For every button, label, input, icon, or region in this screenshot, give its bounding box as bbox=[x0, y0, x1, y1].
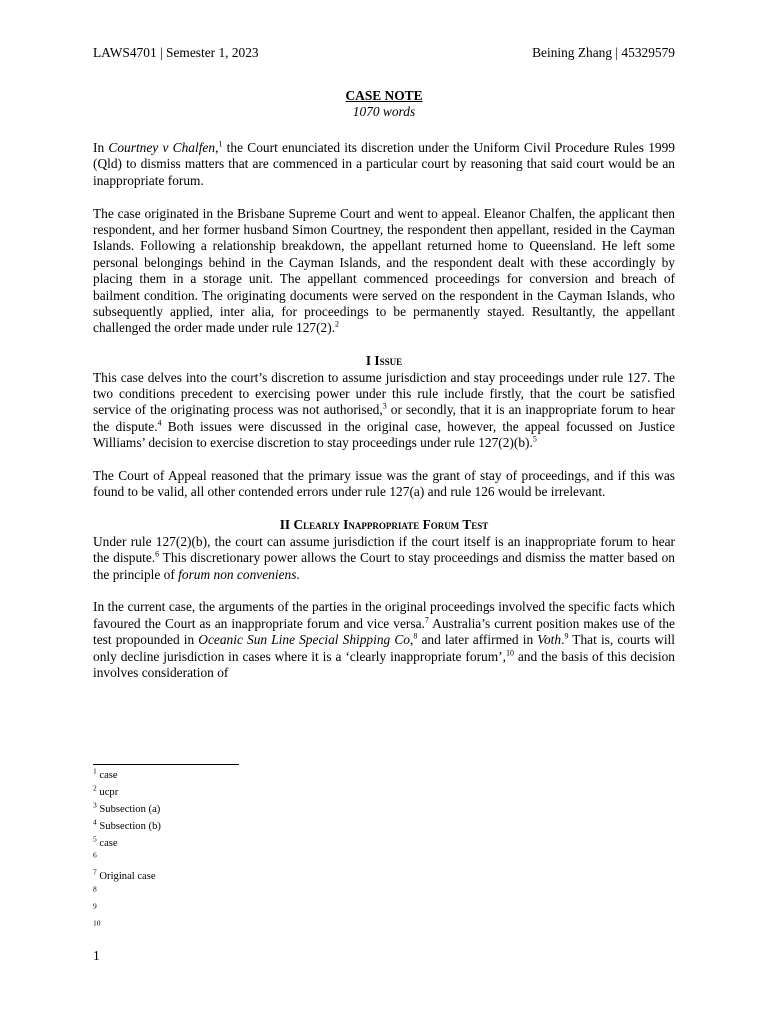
text-run: Australia’s current position makes use of the test propounded in bbox=[93, 615, 676, 648]
footnote-separator bbox=[93, 764, 239, 765]
footnote-ref[interactable]: 5 bbox=[532, 434, 537, 444]
text-run: This discretionary power allows the Court to stay proceedings and dismiss the matter based on the principle of bbox=[93, 550, 675, 582]
page-number: 1 bbox=[93, 948, 100, 963]
text-run: or secondly, that it is an inappropriate forum to hear the dispute. bbox=[93, 402, 675, 434]
text-run: and later affirmed in bbox=[417, 632, 538, 648]
heading-text: Clearly Inappropriate Forum Test bbox=[293, 517, 489, 533]
section-heading-issue bbox=[93, 353, 675, 369]
footnote-text: case bbox=[99, 837, 118, 849]
footnote-item bbox=[93, 785, 393, 802]
text-run: and the basis of this decision involves consideration of bbox=[93, 648, 675, 680]
header-course-info: LAWS4701 | Semester 1, 2023 bbox=[93, 45, 259, 60]
footnote-number: 10 bbox=[93, 918, 101, 928]
heading-text: Issue bbox=[374, 353, 403, 369]
footnote-item bbox=[93, 768, 393, 785]
text-run: the Court enunciated its discretion under the Uniform Civil Procedure Rules 1999 (Qld) to dismiss matters that are commenced in a particular court by reasoning that said court would be an inappropriate forum. bbox=[93, 140, 675, 188]
footnote-number: 8 bbox=[93, 884, 97, 894]
footnote-number: 9 bbox=[93, 901, 97, 911]
footnote-item bbox=[93, 886, 393, 903]
latin-term: forum non conveniens bbox=[178, 566, 297, 582]
case-name: Oceanic Sun Line Special Shipping Co bbox=[198, 632, 410, 648]
text-run: That is, courts will only decline jurisdiction in cases where it is a ‘clearly inappropriate forum’, bbox=[93, 632, 675, 664]
footnote-text: Subsection (b) bbox=[99, 820, 161, 832]
footnote-number: 4 bbox=[93, 817, 97, 827]
footnote-number: 5 bbox=[93, 834, 97, 844]
footnote-number: 3 bbox=[93, 800, 97, 810]
document-body bbox=[93, 140, 675, 681]
heading-number: II bbox=[279, 517, 294, 533]
footnote-item bbox=[93, 920, 393, 937]
footnote-ref[interactable]: 10 bbox=[505, 648, 514, 658]
case-name: Voth bbox=[537, 632, 562, 648]
paragraph-rule-127 bbox=[93, 534, 675, 583]
text-run: . bbox=[561, 632, 565, 648]
word-count: 1070 words bbox=[352, 104, 416, 119]
footnote-item bbox=[93, 836, 393, 853]
title-block bbox=[93, 88, 675, 120]
footnote-item bbox=[93, 819, 393, 836]
text-run: . bbox=[296, 566, 300, 582]
footnote-ref[interactable]: 1 bbox=[218, 139, 223, 149]
footnote-text: Subsection (a) bbox=[99, 803, 161, 815]
footnote-number: 1 bbox=[93, 766, 97, 776]
footnote-number: 6 bbox=[93, 850, 97, 860]
footnote-item bbox=[93, 903, 393, 920]
section-heading-forum-test bbox=[93, 517, 675, 533]
header-author-info: Beining Zhang | 45329579 bbox=[532, 45, 675, 60]
document-title: CASE NOTE bbox=[345, 88, 423, 103]
paragraph-issue bbox=[93, 370, 675, 452]
footnote-ref[interactable]: 9 bbox=[564, 631, 569, 641]
text-run: Under rule 127(2)(b), the court can assume jurisdiction if the court itself is an inappropriate forum to hear the dispute. bbox=[93, 533, 675, 566]
footnote-item bbox=[93, 869, 393, 886]
footnote-ref[interactable]: 8 bbox=[413, 631, 418, 641]
footnote-ref[interactable]: 3 bbox=[382, 402, 387, 411]
text-run: , bbox=[409, 632, 414, 648]
footnote-ref[interactable]: 6 bbox=[155, 549, 160, 559]
page-header bbox=[93, 44, 675, 62]
footnote-text: Original case bbox=[99, 871, 156, 883]
paragraph-background bbox=[93, 206, 675, 337]
footnote-number: 2 bbox=[93, 783, 97, 793]
paragraph-court-of-appeal bbox=[93, 468, 675, 501]
footnote-item bbox=[93, 802, 393, 819]
heading-number: I bbox=[365, 353, 375, 369]
footnote-text: case bbox=[99, 770, 118, 781]
footnote-text: ucpr bbox=[99, 786, 119, 798]
footnote-ref[interactable]: 7 bbox=[424, 615, 429, 625]
footnote-ref[interactable]: 2 bbox=[335, 319, 340, 329]
paragraph-intro: In Courtney v Chalfen,$^1$ the Court enunciated its discretion under the Uniform Civil Procedure Rules 1999 (Qld) to dismiss matters that are commenced in a particular court by reasoning that said court would be an inappropriate forum. bbox=[93, 139, 675, 188]
footnote-item bbox=[93, 852, 393, 869]
text-run: In bbox=[93, 140, 109, 155]
text-run: This case delves into the court’s discretion to assume jurisdiction and stay proceedings under rule 127. The two conditions precedent to exercising power under this rule include firstly, that the court be satisfied service of the originating process was not authorised, bbox=[93, 369, 675, 418]
case-name: Courtney v Chalfen bbox=[108, 140, 216, 155]
footnotes bbox=[93, 768, 393, 937]
text-run: In the current case, the arguments of the parties in the original proceedings involved the specific facts which favoured the Court as an inappropriate forum and vice versa. bbox=[93, 599, 675, 631]
footnote-number: 7 bbox=[93, 867, 97, 877]
paragraph-current-case bbox=[93, 599, 675, 681]
footnote-ref[interactable]: 4 bbox=[157, 418, 162, 428]
text-run: The case originated in the Brisbane Supreme Court and went to appeal. Eleanor Chalfen, the applicant then respondent, and her former husband Simon Courtney, the respondent then appellant, resided in the Cayman Islands. Following a relationship breakdown, the appellant returned home to Queensland. He left some personal belongings behind in the Cayman Islands, and the respondent dealt with these accordingly by placing them in a storage unit. The appellant commenced proceedings for conversion and breach of bailment condition. The originating documents were served on the respondent in the Cayman Islands, who subsequently applied, inter alia, for proceedings to be permanently stayed. Resultantly, the appellant challenged the order made under rule 127(2). bbox=[93, 205, 675, 336]
text-run: The Court of Appeal reasoned that the primary issue was the grant of stay of proceedings, and if this was found to be valid, all other contended errors under rule 127(a) and rule 126 would be irrelevant. bbox=[93, 468, 675, 500]
text-run: Both issues were discussed in the original case, however, the appeal focussed on Justice Williams’ decision to exercise discretion to stay proceedings under rule 127(2)(b). bbox=[93, 418, 675, 451]
